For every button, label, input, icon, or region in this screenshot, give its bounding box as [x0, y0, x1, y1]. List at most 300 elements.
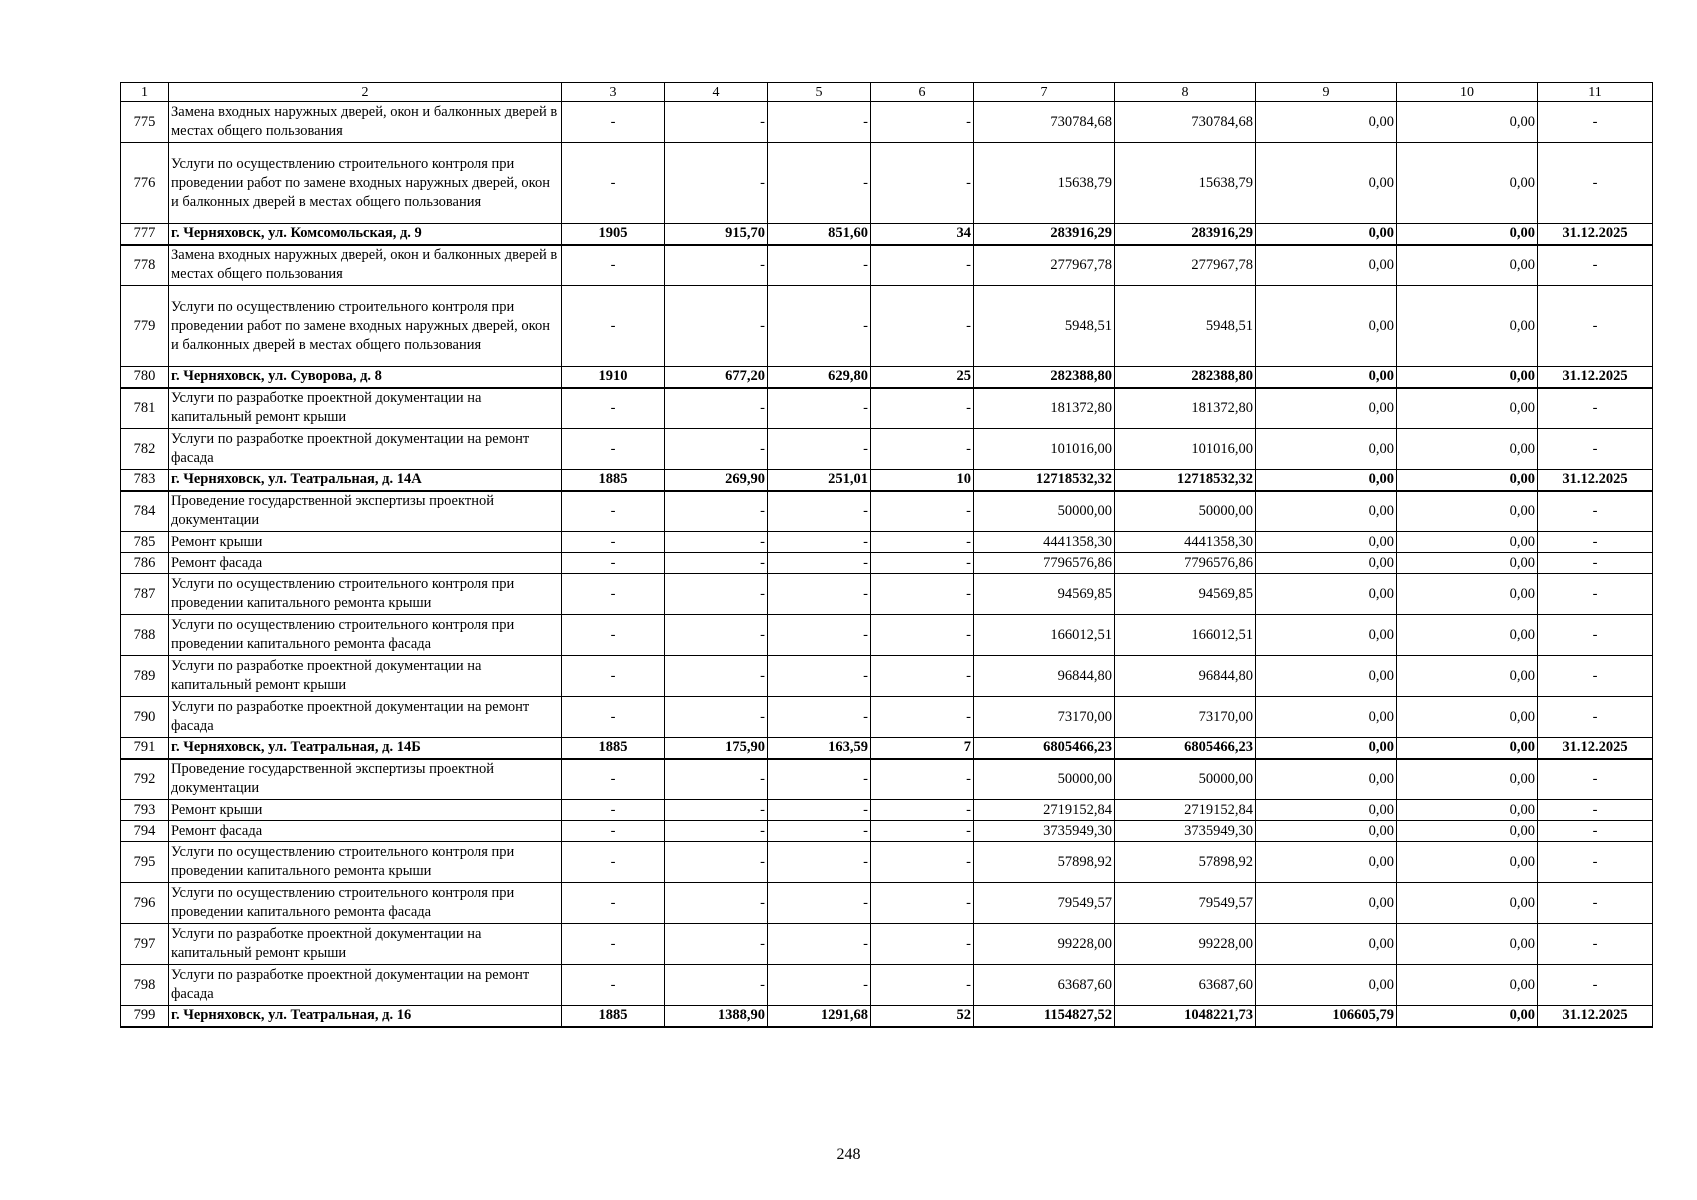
row-number-cell: 778 [121, 245, 169, 286]
table-body [121, 83, 1653, 1027]
other-cost-cell: 0,00 [1256, 759, 1397, 800]
residents-cell: - [871, 656, 974, 697]
table-row [121, 429, 1653, 470]
fund-cost-cell: 7796576,86 [1115, 553, 1256, 574]
total-area-cell: 1388,90 [665, 1006, 768, 1027]
other-cost-cell: 0,00 [1256, 697, 1397, 738]
other-cost-cell: 0,00 [1256, 656, 1397, 697]
total-area-cell: 677,20 [665, 367, 768, 388]
extra-cost-cell: 0,00 [1397, 821, 1538, 842]
column-header: 4 [665, 83, 768, 102]
living-area-cell: - [768, 429, 871, 470]
total-area-cell: - [665, 821, 768, 842]
deadline-cell: 31.12.2025 [1538, 738, 1653, 759]
total-area-cell: - [665, 759, 768, 800]
year-cell: - [562, 388, 665, 429]
table-row [121, 491, 1653, 532]
total-area-cell: 269,90 [665, 470, 768, 491]
table-row [121, 615, 1653, 656]
deadline-cell: 31.12.2025 [1538, 1006, 1653, 1027]
total-area-cell: - [665, 800, 768, 821]
fund-cost-cell: 282388,80 [1115, 367, 1256, 388]
living-area-cell: 251,01 [768, 470, 871, 491]
extra-cost-cell: 0,00 [1397, 532, 1538, 553]
column-header: 5 [768, 83, 871, 102]
table-row [121, 800, 1653, 821]
table-row [121, 821, 1653, 842]
extra-cost-cell: 0,00 [1397, 800, 1538, 821]
year-cell: - [562, 102, 665, 143]
row-number-cell: 787 [121, 574, 169, 615]
other-cost-cell: 0,00 [1256, 286, 1397, 367]
table-row [121, 697, 1653, 738]
table-row [121, 286, 1653, 367]
deadline-cell: - [1538, 842, 1653, 883]
total-area-cell: - [665, 388, 768, 429]
fund-cost-cell: 277967,78 [1115, 245, 1256, 286]
living-area-cell: - [768, 388, 871, 429]
address-row [121, 738, 1653, 759]
total-cost-cell: 7796576,86 [974, 553, 1115, 574]
description-cell: Услуги по осуществлению строительного контроля при проведении работ по замене входных наружных дверей, окон и балконных дверей в местах общего пользования [169, 286, 562, 367]
other-cost-cell: 0,00 [1256, 367, 1397, 388]
living-area-cell: - [768, 245, 871, 286]
row-number-cell: 796 [121, 883, 169, 924]
total-area-cell: - [665, 615, 768, 656]
deadline-cell: - [1538, 429, 1653, 470]
column-header: 7 [974, 83, 1115, 102]
extra-cost-cell: 0,00 [1397, 102, 1538, 143]
row-number-cell: 780 [121, 367, 169, 388]
year-cell: - [562, 821, 665, 842]
year-cell: 1885 [562, 738, 665, 759]
total-area-cell: - [665, 965, 768, 1006]
column-header: 8 [1115, 83, 1256, 102]
total-area-cell: - [665, 245, 768, 286]
total-area-cell: - [665, 574, 768, 615]
extra-cost-cell: 0,00 [1397, 759, 1538, 800]
year-cell: - [562, 697, 665, 738]
total-cost-cell: 730784,68 [974, 102, 1115, 143]
fund-cost-cell: 99228,00 [1115, 924, 1256, 965]
year-cell: - [562, 615, 665, 656]
other-cost-cell: 0,00 [1256, 615, 1397, 656]
description-cell: г. Черняховск, ул. Комсомольская, д. 9 [169, 224, 562, 245]
deadline-cell: - [1538, 821, 1653, 842]
residents-cell: - [871, 842, 974, 883]
year-cell: 1885 [562, 1006, 665, 1027]
row-number-cell: 792 [121, 759, 169, 800]
table-row [121, 553, 1653, 574]
living-area-cell: - [768, 102, 871, 143]
other-cost-cell: 0,00 [1256, 532, 1397, 553]
total-cost-cell: 99228,00 [974, 924, 1115, 965]
extra-cost-cell: 0,00 [1397, 429, 1538, 470]
living-area-cell: - [768, 615, 871, 656]
table-row [121, 574, 1653, 615]
residents-cell: - [871, 491, 974, 532]
residents-cell: 34 [871, 224, 974, 245]
deadline-cell: - [1538, 615, 1653, 656]
living-area-cell: - [768, 800, 871, 821]
extra-cost-cell: 0,00 [1397, 697, 1538, 738]
other-cost-cell: 0,00 [1256, 842, 1397, 883]
total-area-cell: 915,70 [665, 224, 768, 245]
table-row [121, 924, 1653, 965]
year-cell: - [562, 759, 665, 800]
column-header: 6 [871, 83, 974, 102]
fund-cost-cell: 15638,79 [1115, 143, 1256, 224]
extra-cost-cell: 0,00 [1397, 470, 1538, 491]
total-area-cell: - [665, 883, 768, 924]
description-cell: Услуги по разработке проектной документации на ремонт фасада [169, 697, 562, 738]
total-cost-cell: 96844,80 [974, 656, 1115, 697]
year-cell: - [562, 656, 665, 697]
column-header: 10 [1397, 83, 1538, 102]
living-area-cell: - [768, 143, 871, 224]
other-cost-cell: 0,00 [1256, 738, 1397, 759]
living-area-cell: - [768, 286, 871, 367]
residents-cell: - [871, 800, 974, 821]
fund-cost-cell: 181372,80 [1115, 388, 1256, 429]
total-cost-cell: 166012,51 [974, 615, 1115, 656]
fund-cost-cell: 6805466,23 [1115, 738, 1256, 759]
other-cost-cell: 0,00 [1256, 965, 1397, 1006]
extra-cost-cell: 0,00 [1397, 574, 1538, 615]
table-row [121, 965, 1653, 1006]
description-cell: г. Черняховск, ул. Театральная, д. 14А [169, 470, 562, 491]
fund-cost-cell: 73170,00 [1115, 697, 1256, 738]
year-cell: - [562, 491, 665, 532]
other-cost-cell: 0,00 [1256, 388, 1397, 429]
extra-cost-cell: 0,00 [1397, 143, 1538, 224]
row-number-cell: 783 [121, 470, 169, 491]
extra-cost-cell: 0,00 [1397, 883, 1538, 924]
row-number-cell: 790 [121, 697, 169, 738]
year-cell: - [562, 429, 665, 470]
deadline-cell: - [1538, 491, 1653, 532]
residents-cell: 10 [871, 470, 974, 491]
deadline-cell: - [1538, 759, 1653, 800]
table-row [121, 532, 1653, 553]
residents-cell: - [871, 429, 974, 470]
row-number-cell: 785 [121, 532, 169, 553]
table-row [121, 143, 1653, 224]
table-row [121, 656, 1653, 697]
row-number-cell: 798 [121, 965, 169, 1006]
description-cell: Услуги по осуществлению строительного контроля при проведении работ по замене входных наружных дверей, окон и балконных дверей в местах общего пользования [169, 143, 562, 224]
residents-cell: - [871, 286, 974, 367]
total-area-cell: - [665, 286, 768, 367]
other-cost-cell: 0,00 [1256, 470, 1397, 491]
description-cell: Услуги по осуществлению строительного контроля при проведении капитального ремонта крыши [169, 574, 562, 615]
description-cell: Услуги по разработке проектной документации на капитальный ремонт крыши [169, 388, 562, 429]
total-area-cell: 175,90 [665, 738, 768, 759]
total-cost-cell: 63687,60 [974, 965, 1115, 1006]
total-cost-cell: 50000,00 [974, 759, 1115, 800]
extra-cost-cell: 0,00 [1397, 553, 1538, 574]
fund-cost-cell: 50000,00 [1115, 491, 1256, 532]
row-number-cell: 799 [121, 1006, 169, 1027]
fund-cost-cell: 94569,85 [1115, 574, 1256, 615]
extra-cost-cell: 0,00 [1397, 286, 1538, 367]
total-cost-cell: 2719152,84 [974, 800, 1115, 821]
table-row [121, 245, 1653, 286]
living-area-cell: - [768, 491, 871, 532]
total-area-cell: - [665, 924, 768, 965]
extra-cost-cell: 0,00 [1397, 245, 1538, 286]
address-row [121, 367, 1653, 388]
column-number-header-row [121, 83, 1653, 102]
total-area-cell: - [665, 553, 768, 574]
living-area-cell: - [768, 883, 871, 924]
row-number-cell: 786 [121, 553, 169, 574]
living-area-cell: - [768, 965, 871, 1006]
other-cost-cell: 0,00 [1256, 553, 1397, 574]
residents-cell: - [871, 883, 974, 924]
description-cell: Услуги по осуществлению строительного контроля при проведении капитального ремонта фасада [169, 883, 562, 924]
description-cell: Услуги по разработке проектной документации на капитальный ремонт крыши [169, 656, 562, 697]
residents-cell: - [871, 615, 974, 656]
residents-cell: 7 [871, 738, 974, 759]
living-area-cell: - [768, 553, 871, 574]
row-number-cell: 794 [121, 821, 169, 842]
description-cell: Проведение государственной экспертизы проектной документации [169, 491, 562, 532]
other-cost-cell: 106605,79 [1256, 1006, 1397, 1027]
address-row [121, 224, 1653, 245]
total-cost-cell: 282388,80 [974, 367, 1115, 388]
column-header: 2 [169, 83, 562, 102]
deadline-cell: - [1538, 800, 1653, 821]
description-cell: Замена входных наружных дверей, окон и балконных дверей в местах общего пользования [169, 245, 562, 286]
living-area-cell: - [768, 842, 871, 883]
address-row [121, 470, 1653, 491]
residents-cell: - [871, 388, 974, 429]
residents-cell: - [871, 245, 974, 286]
description-cell: Услуги по осуществлению строительного контроля при проведении капитального ремонта крыши [169, 842, 562, 883]
residents-cell: 52 [871, 1006, 974, 1027]
total-cost-cell: 79549,57 [974, 883, 1115, 924]
other-cost-cell: 0,00 [1256, 821, 1397, 842]
residents-cell: - [871, 821, 974, 842]
deadline-cell: - [1538, 924, 1653, 965]
total-area-cell: - [665, 697, 768, 738]
deadline-cell: - [1538, 286, 1653, 367]
deadline-cell: - [1538, 245, 1653, 286]
total-cost-cell: 5948,51 [974, 286, 1115, 367]
extra-cost-cell: 0,00 [1397, 842, 1538, 883]
other-cost-cell: 0,00 [1256, 883, 1397, 924]
living-area-cell: - [768, 532, 871, 553]
description-cell: Услуги по разработке проектной документации на ремонт фасада [169, 429, 562, 470]
row-number-cell: 795 [121, 842, 169, 883]
other-cost-cell: 0,00 [1256, 924, 1397, 965]
total-cost-cell: 73170,00 [974, 697, 1115, 738]
row-number-cell: 789 [121, 656, 169, 697]
total-cost-cell: 283916,29 [974, 224, 1115, 245]
row-number-cell: 781 [121, 388, 169, 429]
year-cell: - [562, 965, 665, 1006]
extra-cost-cell: 0,00 [1397, 491, 1538, 532]
description-cell: Услуги по разработке проектной документации на ремонт фасада [169, 965, 562, 1006]
deadline-cell: - [1538, 656, 1653, 697]
column-header: 3 [562, 83, 665, 102]
extra-cost-cell: 0,00 [1397, 965, 1538, 1006]
total-area-cell: - [665, 143, 768, 224]
living-area-cell: - [768, 759, 871, 800]
description-cell: Проведение государственной экспертизы проектной документации [169, 759, 562, 800]
description-cell: Ремонт крыши [169, 800, 562, 821]
fund-cost-cell: 5948,51 [1115, 286, 1256, 367]
year-cell: - [562, 143, 665, 224]
year-cell: - [562, 574, 665, 615]
total-area-cell: - [665, 532, 768, 553]
living-area-cell: - [768, 821, 871, 842]
residents-cell: - [871, 759, 974, 800]
year-cell: 1905 [562, 224, 665, 245]
living-area-cell: - [768, 924, 871, 965]
residents-cell: - [871, 697, 974, 738]
year-cell: - [562, 842, 665, 883]
living-area-cell: 1291,68 [768, 1006, 871, 1027]
column-header: 1 [121, 83, 169, 102]
fund-cost-cell: 12718532,32 [1115, 470, 1256, 491]
extra-cost-cell: 0,00 [1397, 388, 1538, 429]
row-number-cell: 776 [121, 143, 169, 224]
extra-cost-cell: 0,00 [1397, 1006, 1538, 1027]
total-area-cell: - [665, 102, 768, 143]
extra-cost-cell: 0,00 [1397, 738, 1538, 759]
residents-cell: - [871, 924, 974, 965]
fund-cost-cell: 1048221,73 [1115, 1006, 1256, 1027]
fund-cost-cell: 101016,00 [1115, 429, 1256, 470]
total-cost-cell: 15638,79 [974, 143, 1115, 224]
fund-cost-cell: 63687,60 [1115, 965, 1256, 1006]
extra-cost-cell: 0,00 [1397, 615, 1538, 656]
total-area-cell: - [665, 656, 768, 697]
fund-cost-cell: 730784,68 [1115, 102, 1256, 143]
table-row [121, 759, 1653, 800]
year-cell: - [562, 532, 665, 553]
description-cell: г. Черняховск, ул. Суворова, д. 8 [169, 367, 562, 388]
year-cell: 1910 [562, 367, 665, 388]
other-cost-cell: 0,00 [1256, 143, 1397, 224]
fund-cost-cell: 283916,29 [1115, 224, 1256, 245]
table-row [121, 842, 1653, 883]
row-number-cell: 791 [121, 738, 169, 759]
row-number-cell: 775 [121, 102, 169, 143]
row-number-cell: 793 [121, 800, 169, 821]
description-cell: Ремонт фасада [169, 821, 562, 842]
other-cost-cell: 0,00 [1256, 224, 1397, 245]
residents-cell: - [871, 574, 974, 615]
year-cell: - [562, 800, 665, 821]
other-cost-cell: 0,00 [1256, 245, 1397, 286]
living-area-cell: - [768, 697, 871, 738]
other-cost-cell: 0,00 [1256, 800, 1397, 821]
fund-cost-cell: 79549,57 [1115, 883, 1256, 924]
row-number-cell: 788 [121, 615, 169, 656]
residents-cell: - [871, 143, 974, 224]
column-header: 11 [1538, 83, 1653, 102]
row-number-cell: 784 [121, 491, 169, 532]
deadline-cell: 31.12.2025 [1538, 224, 1653, 245]
deadline-cell: - [1538, 532, 1653, 553]
residents-cell: - [871, 532, 974, 553]
year-cell: - [562, 924, 665, 965]
row-number-cell: 779 [121, 286, 169, 367]
deadline-cell: - [1538, 143, 1653, 224]
total-cost-cell: 181372,80 [974, 388, 1115, 429]
deadline-cell: - [1538, 553, 1653, 574]
year-cell: - [562, 883, 665, 924]
fund-cost-cell: 166012,51 [1115, 615, 1256, 656]
living-area-cell: 629,80 [768, 367, 871, 388]
description-cell: Замена входных наружных дверей, окон и балконных дверей в местах общего пользования [169, 102, 562, 143]
fund-cost-cell: 3735949,30 [1115, 821, 1256, 842]
other-cost-cell: 0,00 [1256, 429, 1397, 470]
other-cost-cell: 0,00 [1256, 574, 1397, 615]
repair-program-table [120, 82, 1653, 1028]
deadline-cell: - [1538, 965, 1653, 1006]
extra-cost-cell: 0,00 [1397, 367, 1538, 388]
total-cost-cell: 12718532,32 [974, 470, 1115, 491]
total-cost-cell: 94569,85 [974, 574, 1115, 615]
other-cost-cell: 0,00 [1256, 102, 1397, 143]
description-cell: Ремонт фасада [169, 553, 562, 574]
description-cell: Услуги по осуществлению строительного контроля при проведении капитального ремонта фасада [169, 615, 562, 656]
extra-cost-cell: 0,00 [1397, 656, 1538, 697]
deadline-cell: - [1538, 102, 1653, 143]
year-cell: - [562, 553, 665, 574]
deadline-cell: 31.12.2025 [1538, 367, 1653, 388]
residents-cell: - [871, 965, 974, 1006]
total-cost-cell: 277967,78 [974, 245, 1115, 286]
total-cost-cell: 6805466,23 [974, 738, 1115, 759]
description-cell: г. Черняховск, ул. Театральная, д. 16 [169, 1006, 562, 1027]
table-row [121, 102, 1653, 143]
extra-cost-cell: 0,00 [1397, 224, 1538, 245]
year-cell: - [562, 286, 665, 367]
residents-cell: 25 [871, 367, 974, 388]
description-cell: Ремонт крыши [169, 532, 562, 553]
description-cell: г. Черняховск, ул. Театральная, д. 14Б [169, 738, 562, 759]
extra-cost-cell: 0,00 [1397, 924, 1538, 965]
total-cost-cell: 101016,00 [974, 429, 1115, 470]
address-row [121, 1006, 1653, 1027]
table-row [121, 883, 1653, 924]
deadline-cell: - [1538, 574, 1653, 615]
residents-cell: - [871, 553, 974, 574]
table-row [121, 388, 1653, 429]
year-cell: - [562, 245, 665, 286]
total-cost-cell: 3735949,30 [974, 821, 1115, 842]
living-area-cell: 851,60 [768, 224, 871, 245]
fund-cost-cell: 4441358,30 [1115, 532, 1256, 553]
deadline-cell: - [1538, 388, 1653, 429]
residents-cell: - [871, 102, 974, 143]
total-cost-cell: 50000,00 [974, 491, 1115, 532]
deadline-cell: 31.12.2025 [1538, 470, 1653, 491]
total-area-cell: - [665, 491, 768, 532]
total-cost-cell: 57898,92 [974, 842, 1115, 883]
row-number-cell: 777 [121, 224, 169, 245]
description-cell: Услуги по разработке проектной документации на капитальный ремонт крыши [169, 924, 562, 965]
total-cost-cell: 4441358,30 [974, 532, 1115, 553]
row-number-cell: 797 [121, 924, 169, 965]
total-area-cell: - [665, 842, 768, 883]
deadline-cell: - [1538, 883, 1653, 924]
